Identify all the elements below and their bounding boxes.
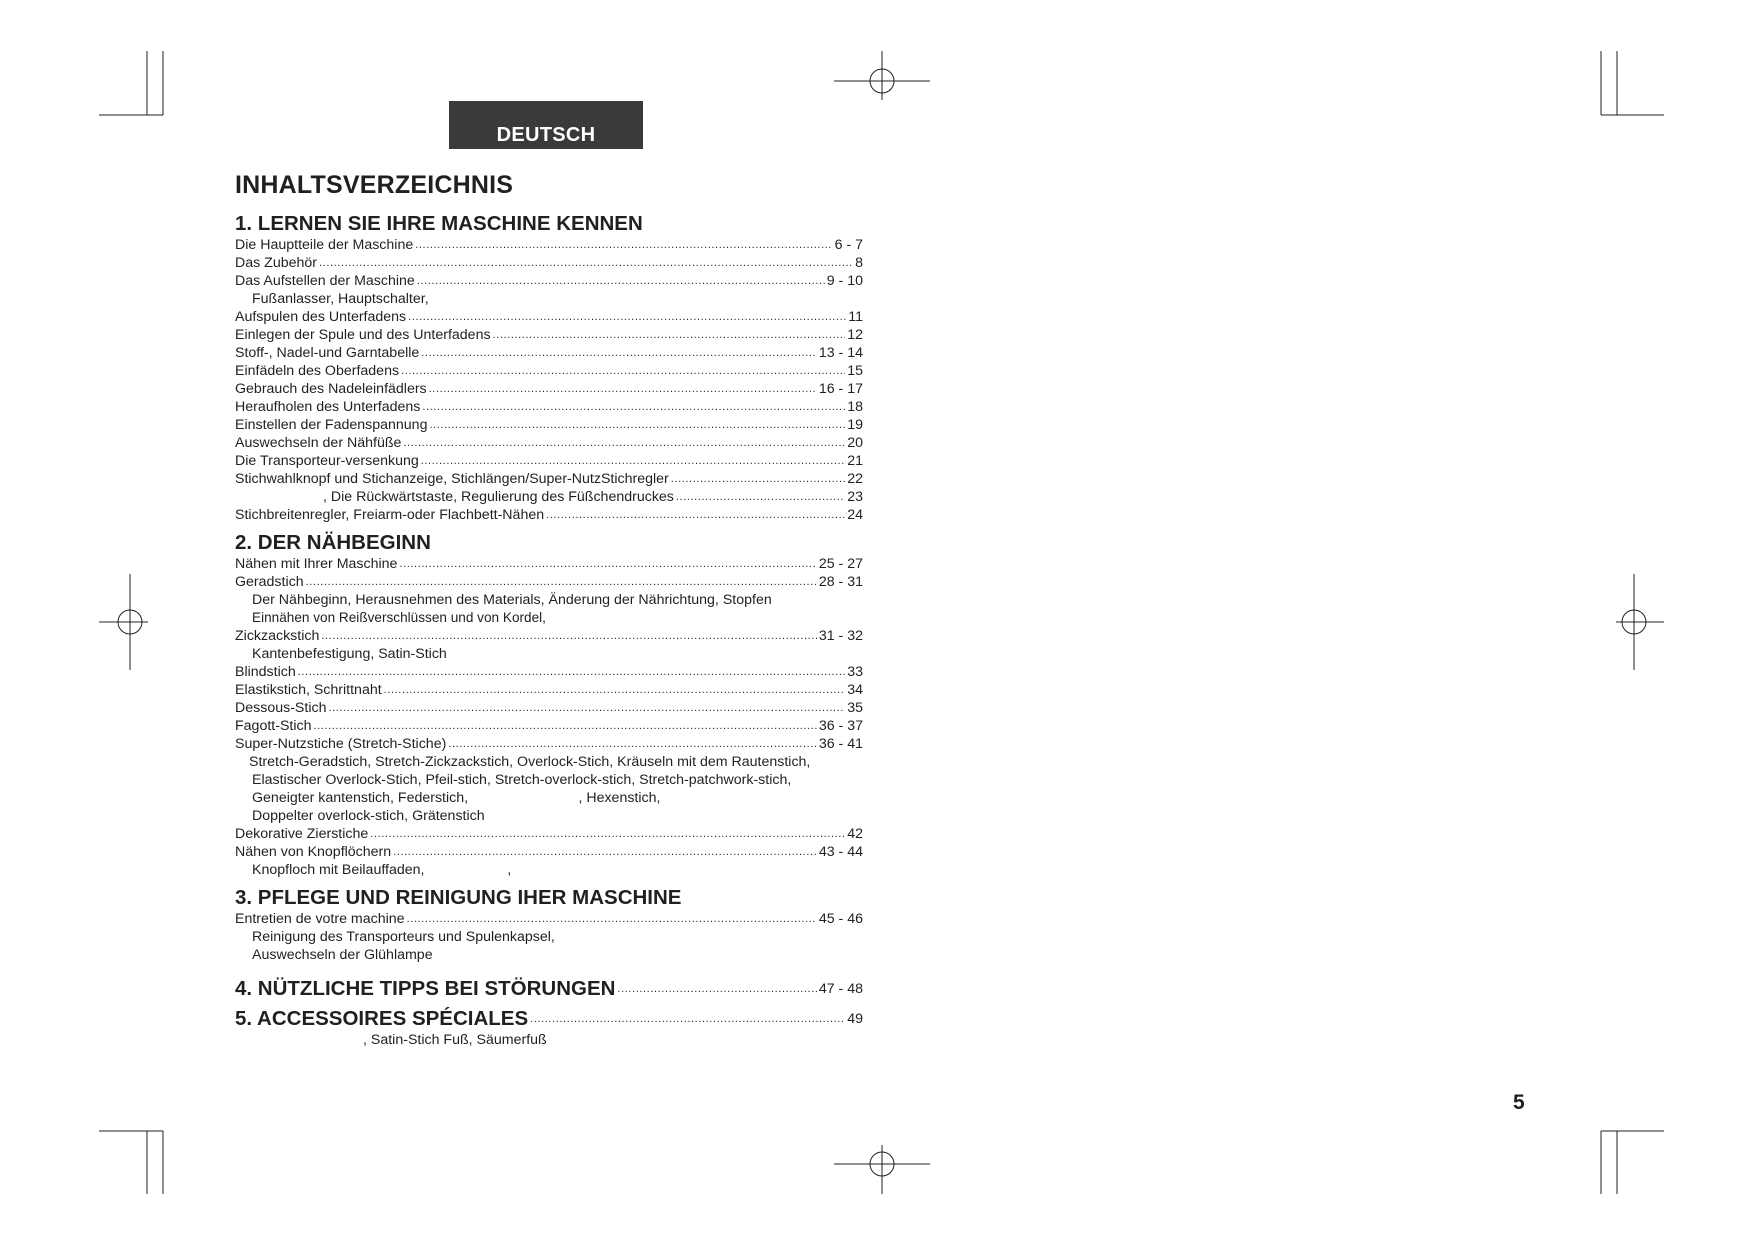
- language-tab-label: DEUTSCH: [496, 124, 596, 146]
- toc-subentry: Knopfloch mit Beilauffaden, ,: [252, 862, 512, 878]
- toc-entry[interactable]: Stoff-, Nadel-und Garntabelle ..... 13 - 14: [235, 344, 863, 362]
- toc-subentry: Kantenbefestigung, Satin-Stich: [252, 646, 447, 662]
- toc-section-1: [235, 212, 863, 524]
- toc-entry[interactable]: Super-Nutzstiche (Stretch-Stiche) ..... 36 - 41: [235, 735, 863, 753]
- page-number: 5: [1513, 1091, 1525, 1114]
- toc-entry[interactable]: Stichbreitenregler, Freiarm-oder Flachbett-Nähen ..... 24: [235, 506, 863, 524]
- toc-subentry: Geneigter kantenstich, Federstich, , Hexenstich,: [252, 790, 661, 806]
- toc-entry[interactable]: Dessous-Stich ..... 35: [235, 699, 863, 717]
- registration-target-right: [1616, 574, 1664, 670]
- toc-section-2: [235, 531, 863, 879]
- toc-subentry: Stretch-Geradstich, Stretch-Zickzackstich, Overlock-Stich, Kräuseln mit dem Rautenstich,: [249, 754, 811, 770]
- toc-subentry: Reinigung des Transporteurs und Spulenkapsel,: [252, 929, 555, 945]
- toc-entry[interactable]: Einstellen der Fadenspannung ..... 19: [235, 416, 863, 434]
- toc-entry[interactable]: Einlegen der Spule und des Unterfadens ..... 12: [235, 326, 863, 344]
- toc-subentry: Einnähen von Reißverschlüssen und von Kordel,: [252, 610, 546, 625]
- toc-entry[interactable]: Zickzackstich ..... 31 - 32: [235, 627, 863, 645]
- registration-target-bottom: [834, 1145, 930, 1194]
- toc-entry[interactable]: Stichwahlknopf und Stichanzeige, Stichlängen/Super-NutzStichregler ..... 22: [235, 470, 863, 488]
- toc-entry[interactable]: 5. ACCESSOIRES SPÉCIALES ..... 49: [235, 1001, 863, 1031]
- toc-subentry: Elastischer Overlock-Stich, Pfeil-stich, Stretch-overlock-stich, Stretch-patchwork-stich,: [252, 772, 792, 788]
- toc-entry[interactable]: Elastikstich, Schrittnaht ..... 34: [235, 681, 863, 699]
- toc-subentry: , Satin-Stich Fuß, Säumerfuß: [363, 1032, 547, 1048]
- toc-entry[interactable]: Entretien de votre machine ..... 45 - 46: [235, 910, 863, 928]
- toc-subentry: Der Nähbeginn, Herausnehmen des Materials, Änderung der Nährichtung, Stopfen: [252, 592, 772, 608]
- toc-entry[interactable]: 4. NÜTZLICHE TIPPS BEI STÖRUNGEN ..... 47 - 48: [235, 971, 863, 1001]
- toc-entry[interactable]: Nähen von Knopflöchern ..... 43 - 44: [235, 843, 863, 861]
- toc-entry[interactable]: Nähen mit Ihrer Maschine ..... 25 - 27: [235, 555, 863, 573]
- toc-section-4: [235, 971, 863, 1001]
- toc-entry[interactable]: Geradstich ..... 28 - 31: [235, 573, 863, 591]
- toc-subentry: Auswechseln der Glühlampe: [252, 947, 433, 963]
- toc-entry[interactable]: Einfädeln des Oberfadens ..... 15: [235, 362, 863, 380]
- toc-entry[interactable]: Auswechseln der Nähfüße ..... 20: [235, 434, 863, 452]
- toc-entry[interactable]: Die Transporteur-versenkung ..... 21: [235, 452, 863, 470]
- toc-entry[interactable]: Die Hauptteile der Maschine ..... 6 - 7: [235, 236, 863, 254]
- toc-entry[interactable]: Fagott-Stich ..... 36 - 37: [235, 717, 863, 735]
- toc-section-5: [235, 1001, 863, 1049]
- toc-section-3: [235, 886, 863, 964]
- toc-subentry: Fußanlasser, Hauptschalter,: [252, 291, 429, 307]
- section-heading: 1. LERNEN SIE IHRE MASCHINE KENNEN: [235, 212, 643, 235]
- registration-target-top: [834, 51, 930, 100]
- toc-title: INHALTSVERZEICHNIS: [235, 171, 514, 199]
- toc-entry[interactable]: , Die Rückwärtstaste, Regulierung des Füßchendruckes ..... 23: [235, 488, 863, 506]
- toc-entry[interactable]: Heraufholen des Unterfadens ..... 18: [235, 398, 863, 416]
- toc-entry[interactable]: Das Aufstellen der Maschine ..... 9 - 10: [235, 272, 863, 290]
- registration-target-left: [99, 574, 148, 670]
- table-of-contents: [235, 168, 863, 1049]
- language-tab: [449, 101, 643, 149]
- section-heading: 2. DER NÄHBEGINN: [235, 531, 431, 554]
- toc-entry[interactable]: Dekorative Zierstiche ..... 42: [235, 825, 863, 843]
- toc-entry[interactable]: Das Zubehör ..... 8: [235, 254, 863, 272]
- toc-subentry: Doppelter overlock-stich, Grätenstich: [252, 808, 485, 824]
- toc-entry[interactable]: Blindstich ..... 33: [235, 663, 863, 681]
- toc-entry[interactable]: Gebrauch des Nadeleinfädlers ..... 16 - 17: [235, 380, 863, 398]
- section-heading: 3. PFLEGE UND REINIGUNG IHER MASCHINE: [235, 886, 682, 909]
- toc-entry[interactable]: Aufspulen des Unterfadens ..... 11: [235, 308, 863, 326]
